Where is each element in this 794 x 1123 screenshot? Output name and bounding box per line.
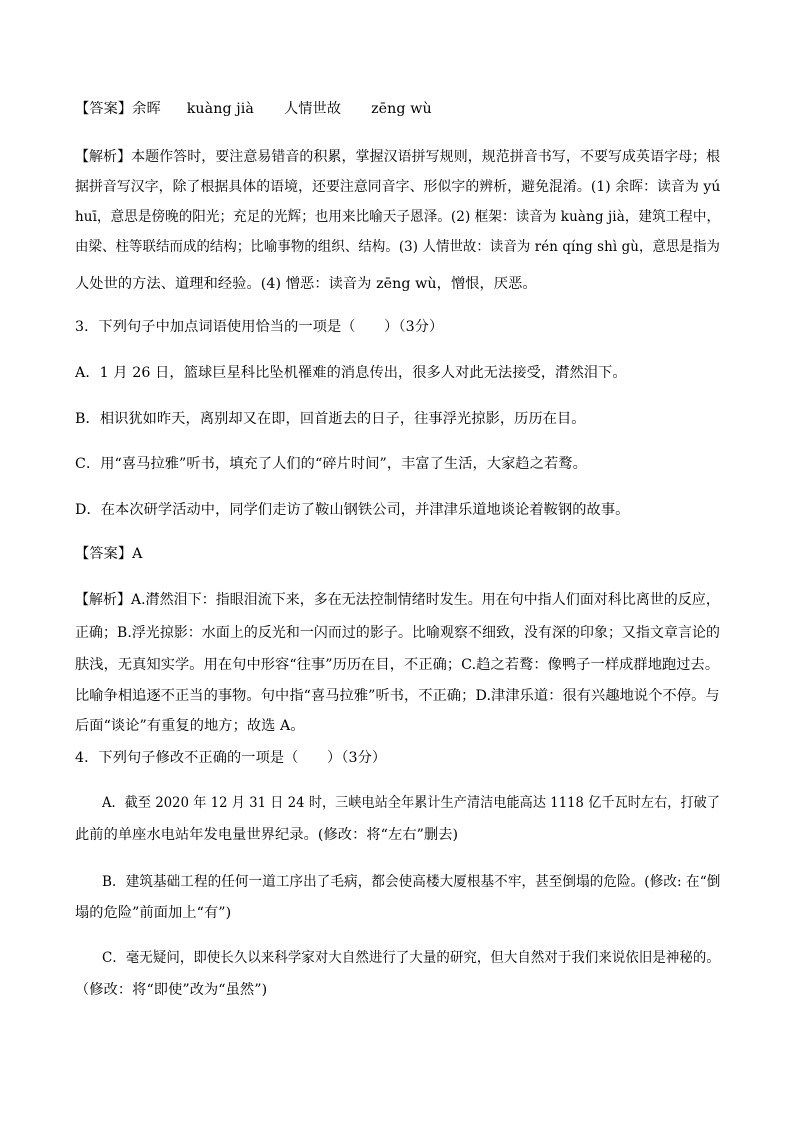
answer-label: 【答案】	[75, 101, 133, 117]
question-4-stem: 4．下列句子修改不正确的一项是（ ）（3分）	[75, 750, 387, 766]
analysis-q2-line-1: 【解析】本题作答时，要注意易错音的积累，掌握汉语拼写规则，规范拼音书写，不要写成英语字母；根	[75, 149, 721, 165]
question-4-option-b-line-2: 塌的危险”前面加上“有”)	[75, 905, 232, 921]
analysis-q2-line-2: 据拼音写汉字，除了根据具体的语境，还要注意同音字、形似字的辨析，避免混淆。(1) 余晖：读音为 yú	[75, 179, 721, 195]
analysis-q3-line-3: 肤浅，无真知实学。用在句中形容“往事”历历在目，不正确；C.趋之若鹜：像鸭子一样成群地跑过去。	[75, 657, 720, 673]
answer-part-3: 人情世故	[283, 101, 342, 117]
answer-part-2: kuàng jià	[186, 101, 254, 117]
analysis-q2-line-5: 人处世的方法、道理和经验。(4) 憎恶：读音为 zēng wù，憎恨，厌恶。	[75, 276, 537, 292]
question-3-answer: 【答案】A	[75, 546, 143, 562]
analysis-q2-line-3: huī，意思是傍晚的阳光；充足的光辉；也用来比喻天子恩泽。(2) 框架：读音为 kuàng jià，建筑工程中，	[75, 209, 721, 225]
question-3-stem: 3．下列句子中加点词语使用恰当的一项是（ ）（3分）	[75, 319, 444, 335]
answer-part-1: 余晖	[132, 101, 161, 117]
answer-part-4: zēng wù	[371, 101, 432, 117]
question-3-option-c: C．用“喜马拉雅”听书，填充了人们的“碎片时间”，丰富了生活，大家趋之若鹜。	[75, 456, 587, 472]
question-3-option-d: D．在本次研学活动中，同学们走访了鞍山钢铁公司，并津津乐道地谈论着鞍钢的故事。	[75, 502, 630, 518]
analysis-q2-line-4: 由梁、柱等联结而成的结构；比喻事物的组织、结构。(3) 人情世故：读音为 rén qíng shì gù，意思是指为	[75, 239, 720, 255]
question-4-option-c-line-2: （修改：将“即使”改为“虽然”)	[75, 982, 268, 998]
analysis-q3-line-1: 【解析】A.潸然泪下：指眼泪流下来，多在无法控制情绪时发生。用在句中指人们面对科比离世的反应，	[75, 592, 720, 608]
question-3-option-a: A．1 月 26 日，篮球巨星科比坠机罹难的消息传出，很多人对此无法接受，潸然泪下。	[75, 365, 627, 381]
answer-line-q2	[75, 99, 432, 119]
question-4-option-b-line-1: B．建筑基础工程的任何一道工序出了毛病，都会使高楼大厦根基不牢，甚至倒塌的危险。(修改: 在“倒	[102, 874, 721, 890]
question-4-option-a-line-2: 此前的单座水电站年发电量世界纪录。(修改：将“左右”删去)	[75, 827, 459, 843]
analysis-q3-line-4: 比喻争相追逐不正当的事物。句中指“喜马拉雅”听书，不正确；D.津津乐道：很有兴趣地说个不停。与	[75, 688, 720, 704]
question-3-option-b: B．相识犹如昨天，离别却又在即，回首逝去的日子，往事浮光掠影，历历在目。	[75, 411, 586, 427]
question-4-option-a-line-1: A．截至 2020 年 12 月 31 日 24 时，三峡电站全年累计生产清洁电能高达 1118 亿千瓦时左右，打破了	[102, 795, 721, 811]
analysis-q3-line-2: 正确；B.浮光掠影：水面上的反光和一闪而过的影子。比喻观察不细致，没有深的印象；又指文章言论的	[75, 625, 721, 641]
question-4-option-c-line-1: C．毫无疑问，即使长久以来科学家对大自然进行了大量的研究，但大自然对于我们来说依旧是神秘的。	[102, 950, 720, 966]
analysis-q3-line-5: 后面“谈论”有重复的地方；故选 A。	[75, 718, 305, 734]
